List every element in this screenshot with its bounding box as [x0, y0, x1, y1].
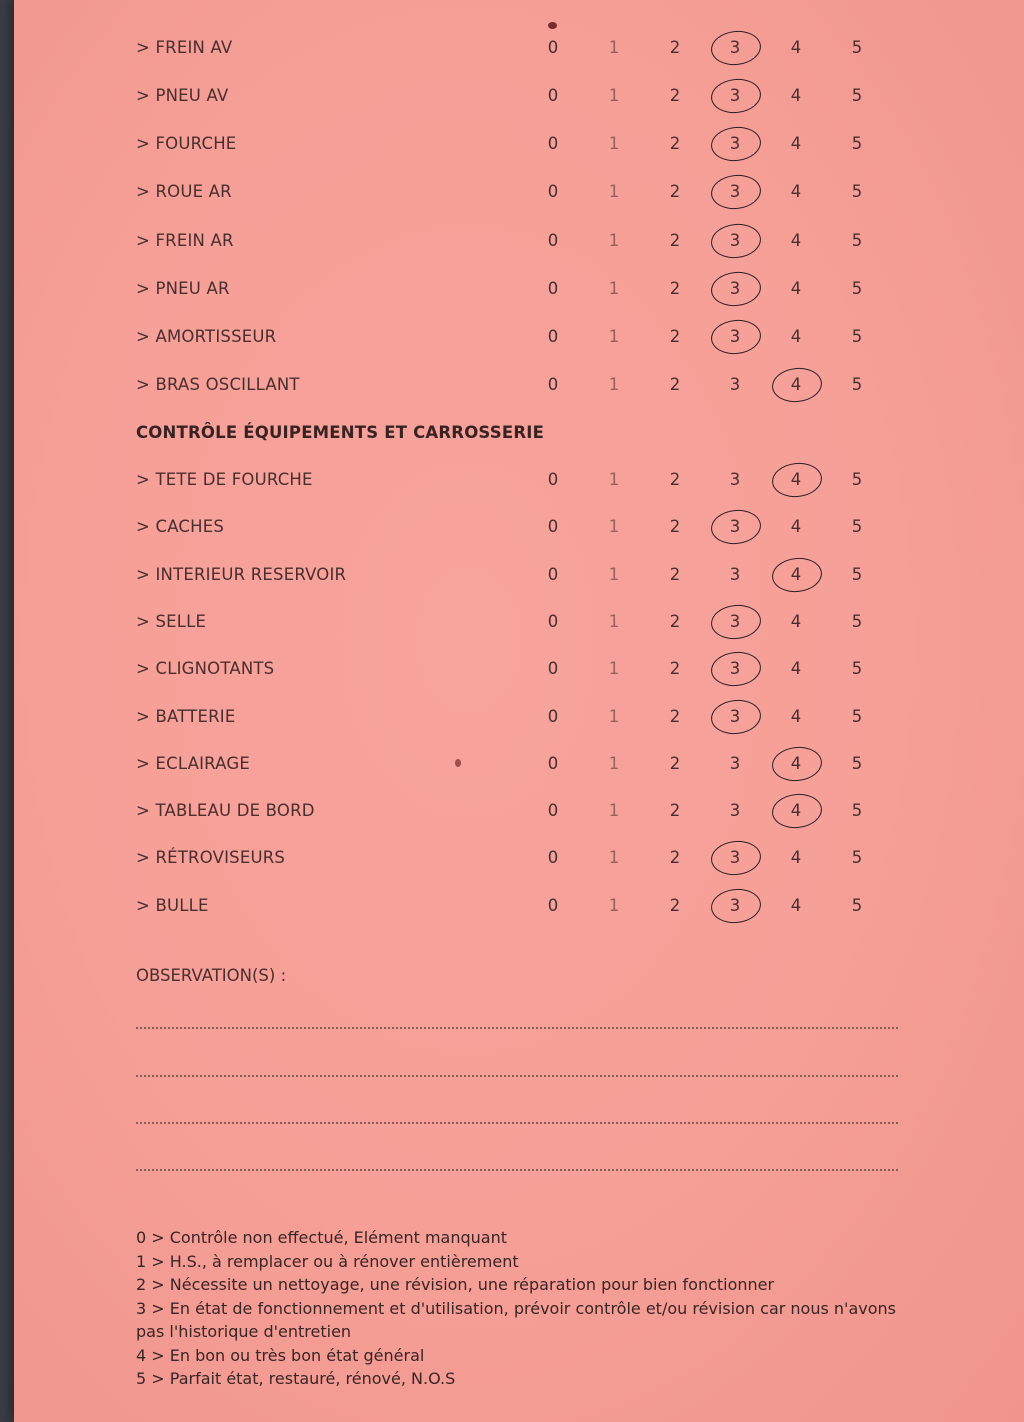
selected-score-circle	[709, 28, 762, 67]
legend-item: 1 > H.S., à remplacer ou à rénover entièrement	[136, 1251, 519, 1271]
checklist-row	[14, 274, 1024, 304]
checklist-row	[14, 843, 1024, 873]
score-option-4[interactable]: 4	[790, 86, 802, 105]
score-option-3[interactable]: 3	[729, 896, 741, 915]
score-option-0[interactable]: 0	[547, 848, 559, 867]
score-option-0[interactable]: 0	[547, 612, 559, 631]
legend-item: 0 > Contrôle non effectué, Elément manquant	[136, 1228, 507, 1247]
score-option-4[interactable]: 4	[790, 801, 802, 820]
selected-score-circle	[709, 76, 762, 115]
checklist-row	[14, 465, 1024, 495]
score-option-3[interactable]: 3	[729, 327, 741, 346]
score-option-4[interactable]: 4	[790, 565, 802, 584]
score-option-0[interactable]: 0	[547, 470, 559, 489]
score-option-0[interactable]: 0	[547, 896, 559, 915]
selected-score-circle	[709, 124, 762, 163]
score-option-3[interactable]: 3	[729, 659, 741, 678]
score-option-2[interactable]: 2	[669, 134, 681, 153]
checklist-row	[14, 177, 1024, 207]
row-label: > BATTERIE	[136, 707, 236, 726]
score-option-2[interactable]: 2	[669, 182, 681, 201]
selected-score-circle	[770, 365, 823, 404]
legend-item: 3 > En état de fonctionnement et d'utilisation, prévoir contrôle et/ou révision car nous n'avons pas l'historique d'entretien	[136, 1298, 896, 1341]
score-option-5[interactable]: 5	[851, 612, 863, 631]
score-option-4[interactable]: 4	[790, 38, 802, 57]
score-option-3[interactable]: 3	[729, 38, 741, 57]
score-option-4[interactable]: 4	[790, 848, 802, 867]
score-option-2[interactable]: 2	[669, 470, 681, 489]
score-option-1[interactable]: 1	[608, 134, 620, 153]
checklist-row	[14, 749, 1024, 779]
row-label: > ROUE AR	[136, 182, 232, 201]
checklist-row	[14, 796, 1024, 826]
score-option-5[interactable]: 5	[851, 470, 863, 489]
score-option-0[interactable]: 0	[547, 375, 559, 394]
score-option-5[interactable]: 5	[851, 279, 863, 298]
legend-item: 4 > En bon ou très bon état général	[136, 1345, 425, 1365]
score-option-0[interactable]: 0	[547, 231, 559, 250]
observation-line[interactable]	[136, 1075, 898, 1077]
score-option-2[interactable]: 2	[669, 86, 681, 105]
score-option-0[interactable]: 0	[547, 707, 559, 726]
checklist-row	[14, 702, 1024, 732]
score-option-2[interactable]: 2	[669, 707, 681, 726]
score-option-3[interactable]: 3	[729, 86, 741, 105]
score-option-0[interactable]: 0	[547, 134, 559, 153]
selected-score-circle	[770, 791, 823, 830]
checklist-row	[14, 322, 1024, 352]
checklist-row	[14, 512, 1024, 542]
selected-score-circle	[709, 838, 762, 877]
score-option-1[interactable]: 1	[608, 279, 620, 298]
score-option-0[interactable]: 0	[547, 659, 559, 678]
row-label: > AMORTISSEUR	[136, 327, 277, 346]
score-option-3[interactable]: 3	[729, 707, 741, 726]
score-option-1[interactable]: 1	[608, 182, 620, 201]
score-option-5[interactable]: 5	[851, 801, 863, 820]
score-option-5[interactable]: 5	[851, 848, 863, 867]
row-label: > FREIN AR	[136, 231, 234, 250]
score-option-1[interactable]: 1	[608, 565, 620, 584]
score-option-3[interactable]: 3	[729, 612, 741, 631]
score-option-4[interactable]: 4	[790, 327, 802, 346]
checklist-row	[14, 129, 1024, 159]
score-option-2[interactable]: 2	[669, 517, 681, 536]
score-option-2[interactable]: 2	[669, 896, 681, 915]
score-option-2[interactable]: 2	[669, 327, 681, 346]
score-option-2[interactable]: 2	[669, 848, 681, 867]
score-option-1[interactable]: 1	[608, 86, 620, 105]
row-label: > INTERIEUR RESERVOIR	[136, 565, 347, 584]
score-option-1[interactable]: 1	[608, 659, 620, 678]
observations-label: OBSERVATION(S) :	[136, 966, 287, 985]
score-option-5[interactable]: 5	[851, 754, 863, 773]
score-option-3[interactable]: 3	[729, 375, 741, 394]
selected-score-circle	[770, 460, 823, 499]
selected-score-circle	[709, 507, 762, 546]
row-label: > ECLAIRAGE	[136, 754, 250, 773]
selected-score-circle	[709, 697, 762, 736]
score-option-0[interactable]: 0	[547, 86, 559, 105]
score-option-1[interactable]: 1	[608, 848, 620, 867]
score-option-3[interactable]: 3	[729, 134, 741, 153]
score-option-4[interactable]: 4	[790, 896, 802, 915]
score-option-0[interactable]: 0	[547, 754, 559, 773]
legend-item: 5 > Parfait état, restauré, rénové, N.O.S	[136, 1369, 456, 1388]
selected-score-circle	[709, 317, 762, 356]
score-option-0[interactable]: 0	[547, 279, 559, 298]
row-label: > TETE DE FOURCHE	[136, 470, 313, 489]
section-title: CONTRÔLE ÉQUIPEMENTS ET CARROSSERIE	[136, 423, 545, 442]
score-option-2[interactable]: 2	[669, 231, 681, 250]
score-option-2[interactable]: 2	[669, 565, 681, 584]
score-option-2[interactable]: 2	[669, 801, 681, 820]
score-option-5[interactable]: 5	[851, 375, 863, 394]
score-option-3[interactable]: 3	[729, 848, 741, 867]
score-option-5[interactable]: 5	[851, 517, 863, 536]
selected-score-circle	[709, 602, 762, 641]
score-option-5[interactable]: 5	[851, 659, 863, 678]
row-label: > FREIN AV	[136, 38, 233, 57]
score-option-3[interactable]: 3	[729, 231, 741, 250]
score-option-0[interactable]: 0	[547, 182, 559, 201]
checklist-row	[14, 560, 1024, 590]
ink-speck	[455, 759, 461, 767]
row-label: > BULLE	[136, 896, 209, 915]
score-option-5[interactable]: 5	[851, 134, 863, 153]
row-label: > CACHES	[136, 517, 225, 536]
inspection-sheet	[14, 0, 1024, 1422]
score-option-5[interactable]: 5	[851, 182, 863, 201]
score-option-0[interactable]: 0	[547, 801, 559, 820]
score-option-0[interactable]: 0	[547, 38, 559, 57]
checklist-row	[14, 654, 1024, 684]
score-option-4[interactable]: 4	[790, 470, 802, 489]
score-option-1[interactable]: 1	[608, 612, 620, 631]
score-option-3[interactable]: 3	[729, 801, 741, 820]
selected-score-circle	[709, 269, 762, 308]
score-option-2[interactable]: 2	[669, 659, 681, 678]
score-option-0[interactable]: 0	[547, 565, 559, 584]
score-option-1[interactable]: 1	[608, 231, 620, 250]
observation-line[interactable]	[136, 1169, 898, 1171]
selected-score-circle	[709, 172, 762, 211]
ink-speck	[548, 22, 557, 29]
score-option-5[interactable]: 5	[851, 231, 863, 250]
score-option-1[interactable]: 1	[608, 375, 620, 394]
checklist-row	[14, 891, 1024, 921]
score-option-1[interactable]: 1	[608, 327, 620, 346]
score-option-0[interactable]: 0	[547, 327, 559, 346]
score-option-4[interactable]: 4	[790, 231, 802, 250]
row-label: > PNEU AV	[136, 86, 229, 105]
checklist-row	[14, 226, 1024, 256]
score-option-3[interactable]: 3	[729, 279, 741, 298]
score-option-3[interactable]: 3	[729, 517, 741, 536]
score-option-4[interactable]: 4	[790, 279, 802, 298]
row-label: > PNEU AR	[136, 279, 230, 298]
score-option-4[interactable]: 4	[790, 134, 802, 153]
score-option-1[interactable]: 1	[608, 896, 620, 915]
checklist-row	[14, 607, 1024, 637]
score-option-1[interactable]: 1	[608, 517, 620, 536]
selected-score-circle	[709, 886, 762, 925]
score-option-1[interactable]: 1	[608, 38, 620, 57]
legend	[136, 1226, 896, 1391]
score-option-3[interactable]: 3	[729, 565, 741, 584]
score-option-4[interactable]: 4	[790, 612, 802, 631]
score-option-4[interactable]: 4	[790, 754, 802, 773]
score-option-2[interactable]: 2	[669, 279, 681, 298]
checklist-row	[14, 33, 1024, 63]
score-option-5[interactable]: 5	[851, 327, 863, 346]
score-option-5[interactable]: 5	[851, 86, 863, 105]
score-option-1[interactable]: 1	[608, 470, 620, 489]
score-option-4[interactable]: 4	[790, 182, 802, 201]
selected-score-circle	[709, 221, 762, 260]
score-option-2[interactable]: 2	[669, 38, 681, 57]
score-option-2[interactable]: 2	[669, 612, 681, 631]
row-label: > FOURCHE	[136, 134, 237, 153]
score-option-3[interactable]: 3	[729, 182, 741, 201]
row-label: > CLIGNOTANTS	[136, 659, 275, 678]
selected-score-circle	[770, 744, 823, 783]
row-label: > TABLEAU DE BORD	[136, 801, 315, 820]
score-option-5[interactable]: 5	[851, 707, 863, 726]
score-option-5[interactable]: 5	[851, 38, 863, 57]
score-option-2[interactable]: 2	[669, 375, 681, 394]
score-option-3[interactable]: 3	[729, 754, 741, 773]
score-option-4[interactable]: 4	[790, 375, 802, 394]
observation-line[interactable]	[136, 1122, 898, 1124]
legend-item: 2 > Nécessite un nettoyage, une révision, une réparation pour bien fonctionner	[136, 1275, 775, 1294]
observation-line[interactable]	[136, 1027, 898, 1029]
selected-score-circle	[770, 555, 823, 594]
score-option-5[interactable]: 5	[851, 896, 863, 915]
score-option-4[interactable]: 4	[790, 707, 802, 726]
checklist-row	[14, 370, 1024, 400]
checklist-row	[14, 81, 1024, 111]
score-option-3[interactable]: 3	[729, 470, 741, 489]
selected-score-circle	[709, 649, 762, 688]
row-label: > RÉTROVISEURS	[136, 848, 286, 867]
score-option-5[interactable]: 5	[851, 565, 863, 584]
score-option-1[interactable]: 1	[608, 707, 620, 726]
score-option-4[interactable]: 4	[790, 659, 802, 678]
row-label: > SELLE	[136, 612, 207, 631]
score-option-0[interactable]: 0	[547, 517, 559, 536]
score-option-2[interactable]: 2	[669, 754, 681, 773]
row-label: > BRAS OSCILLANT	[136, 375, 300, 394]
score-option-1[interactable]: 1	[608, 754, 620, 773]
score-option-4[interactable]: 4	[790, 517, 802, 536]
score-option-1[interactable]: 1	[608, 801, 620, 820]
